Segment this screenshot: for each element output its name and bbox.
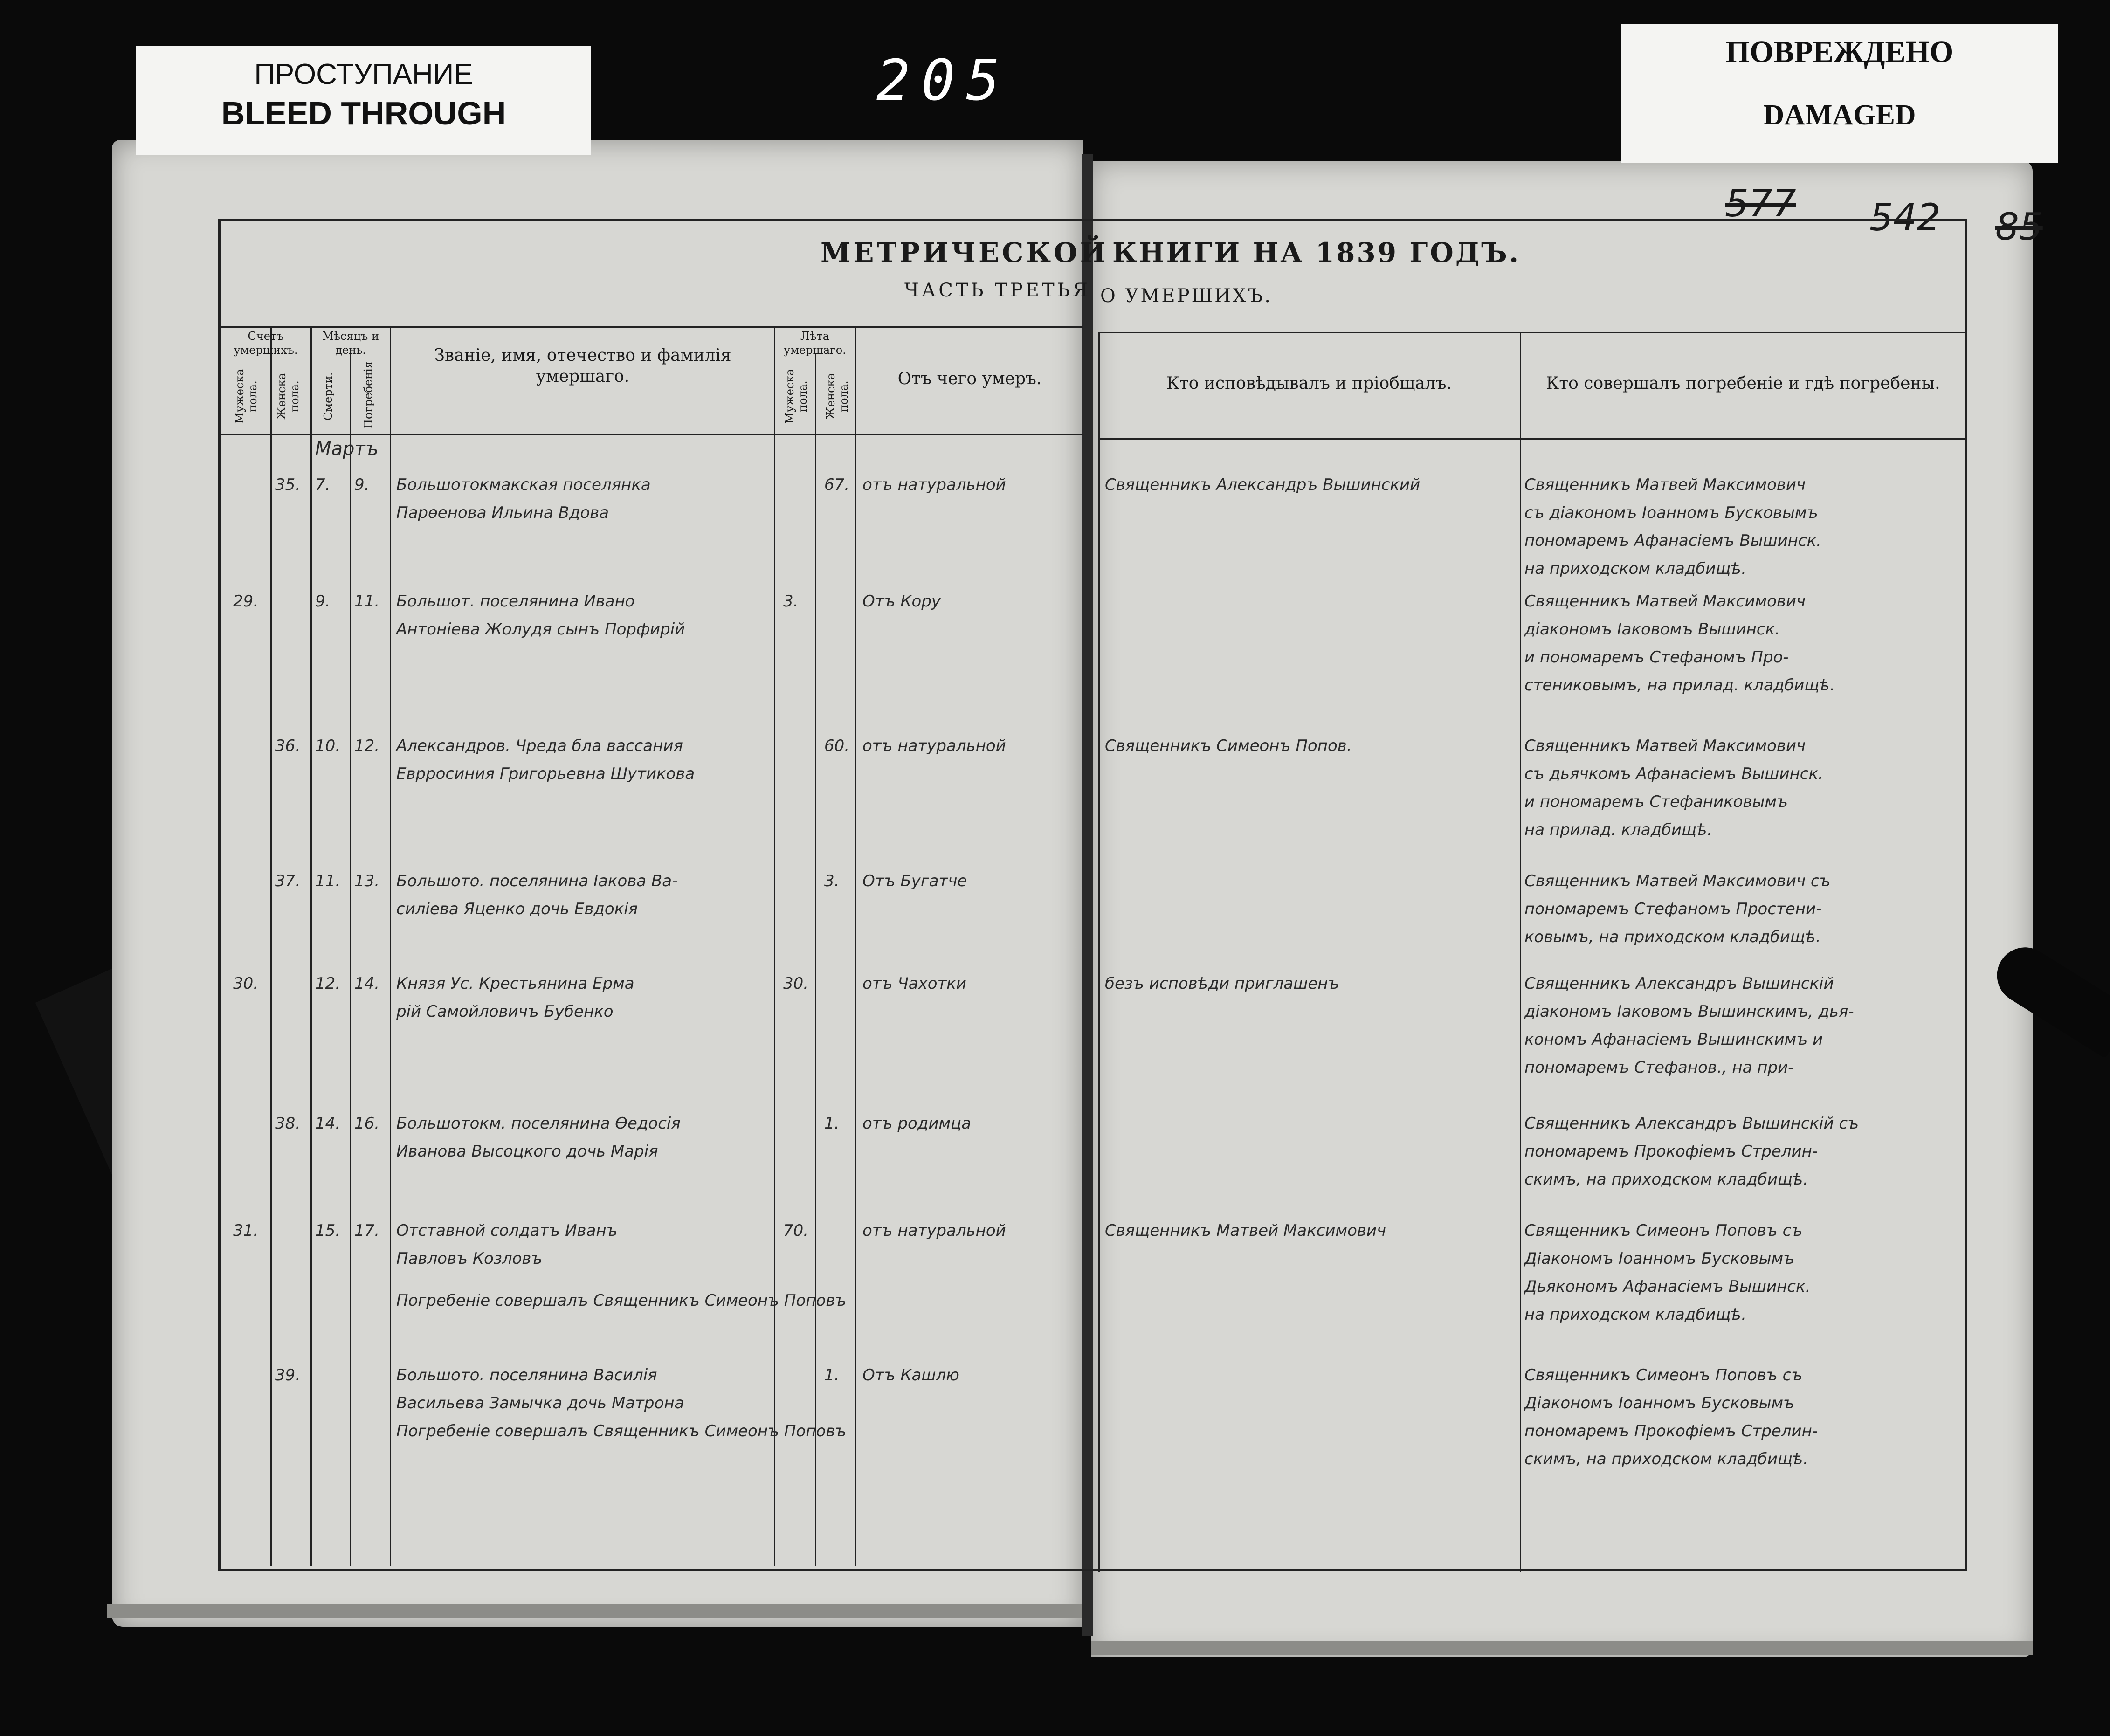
cell-name2: Антоніева Жолудя сынъ Порфирій xyxy=(396,620,685,639)
header-age-m: Мужеска пола. xyxy=(783,369,809,424)
cell-cause: Отъ Кашлю xyxy=(862,1366,959,1385)
cell-cause: отъ натуральной xyxy=(862,475,1006,494)
cell-name1: Отставной солдатъ Иванъ xyxy=(396,1221,618,1240)
cell-f: 37. xyxy=(275,872,301,890)
cell-bur3: ковымъ, на приходском кладбищѣ. xyxy=(1524,928,1821,946)
cell-name1: Большотокм. поселянина Ѳедосія xyxy=(396,1114,681,1133)
cell-m: 31. xyxy=(233,1221,259,1240)
cell-name1: Александров. Чреда бла вассания xyxy=(396,737,683,755)
header-bottom-line-right xyxy=(1098,438,1967,440)
cell-bur1: Священникъ Александръ Вышинскій съ xyxy=(1524,1114,1859,1133)
header-count-m: Мужеска пола. xyxy=(233,369,259,424)
cell-m: 30. xyxy=(233,974,259,993)
header-burial: Погребенія xyxy=(362,361,375,429)
header-top-line-right xyxy=(1098,332,1967,333)
cell-bur4: стениковымъ, на прилад. кладбищѣ. xyxy=(1524,676,1835,695)
cell-cause: отъ натуральной xyxy=(862,1221,1006,1240)
cell-conf: Священникъ Симеонъ Попов. xyxy=(1105,737,1352,755)
cell-af: 1. xyxy=(824,1114,840,1133)
col-sep xyxy=(270,326,272,1566)
folio-current: 542 xyxy=(1869,196,1941,239)
cell-f: 38. xyxy=(275,1114,301,1133)
cell-d: 7. xyxy=(315,475,331,494)
cell-bur4: на прилад. кладбищѣ. xyxy=(1524,820,1712,839)
cell-am: 70. xyxy=(783,1221,809,1240)
month-label: Мартъ xyxy=(315,438,379,460)
col-sep xyxy=(310,326,312,1566)
header-top-line-left xyxy=(218,326,1083,328)
header-cause: Отъ чего умеръ. xyxy=(897,369,1042,388)
cell-m: 29. xyxy=(233,592,259,611)
cell-name2: Павловъ Козловъ xyxy=(396,1249,543,1268)
cell-name2: Васильева Замычка дочь Матрона xyxy=(396,1394,684,1412)
burial-note-row7: Погребеніе совершалъ Священникъ Симеонъ Поповъ xyxy=(396,1291,847,1310)
cell-name1: Большот. поселянина Ивано xyxy=(396,592,635,611)
cell-bur1: Священникъ Матвей Максимович xyxy=(1524,592,1806,611)
cell-conf: безъ исповѣди приглашенъ xyxy=(1105,974,1339,993)
cell-af: 60. xyxy=(824,737,850,755)
cell-bur4: пономаремъ Стефанов., на при- xyxy=(1524,1058,1794,1077)
cell-name1: Большотокмакская поселянка xyxy=(396,475,651,494)
cell-b: 12. xyxy=(354,737,380,755)
cell-d: 11. xyxy=(315,872,341,890)
cell-name2: Парѳенова Ильина Вдова xyxy=(396,503,609,522)
col-sep xyxy=(390,326,391,1566)
cell-bur2: діакономъ Іаковомъ Вышинскимъ, дья- xyxy=(1524,1002,1854,1021)
cell-bur3: и пономаремъ Стефаномъ Про- xyxy=(1524,648,1789,667)
col-sep xyxy=(1098,332,1100,1572)
cell-bur2: съ діакономъ Іоанномъ Бусковымъ xyxy=(1524,503,1818,522)
cell-bur2: пономаремъ Прокофіемъ Стрелин- xyxy=(1524,1142,1818,1161)
cell-bur1: Священникъ Матвей Максимович съ xyxy=(1524,872,1831,890)
col-sep xyxy=(855,326,856,1566)
header-age-f: Женска пола. xyxy=(824,373,850,420)
subtitle-right: О УМЕРШИХЪ. xyxy=(1100,285,1272,307)
header-death: Смерти. xyxy=(322,372,335,420)
col-sep xyxy=(774,326,775,1566)
cell-am: 3. xyxy=(783,592,799,611)
col-sep xyxy=(815,354,816,1566)
header-confessor: Кто исповѣдывалъ и пріобщалъ. xyxy=(1166,374,1452,393)
header-age: Лѣта умершаго. xyxy=(784,330,846,357)
cell-bur3: и пономаремъ Стефаниковымъ xyxy=(1524,792,1788,811)
cell-d: 10. xyxy=(315,737,341,755)
cell-af: 3. xyxy=(824,872,840,890)
cell-bur3: Дьякономъ Афанасіемъ Вышинск. xyxy=(1524,1277,1811,1296)
cell-bur1: Священникъ Матвей Максимович xyxy=(1524,475,1806,494)
cell-cause: отъ родимца xyxy=(862,1114,972,1133)
cell-bur2: съ дьячкомъ Афанасіемъ Вышинск. xyxy=(1524,765,1823,783)
cell-d: 9. xyxy=(315,592,331,611)
folio-crossed: 577 xyxy=(1725,182,1796,225)
header-month: Мѣсяцъ и день. xyxy=(322,330,379,357)
cell-bur4: скимъ, на приходском кладбищѣ. xyxy=(1524,1450,1808,1468)
col-sep xyxy=(350,354,351,1566)
bleed-through-ru: ПРОСТУПАНИЕ xyxy=(254,58,473,90)
cell-b: 16. xyxy=(354,1114,380,1133)
cell-bur1: Священникъ Симеонъ Поповъ съ xyxy=(1524,1221,1803,1240)
cell-cause: Отъ Бугатче xyxy=(862,872,967,890)
cell-b: 11. xyxy=(354,592,380,611)
page-edge-right xyxy=(1091,1641,2033,1655)
cell-af: 67. xyxy=(824,475,850,494)
cell-f: 39. xyxy=(275,1366,301,1385)
cell-name2: Иванова Высоцкого дочь Марія xyxy=(396,1142,658,1161)
header-count: Счетъ умершихъ. xyxy=(234,330,298,357)
cell-d: 12. xyxy=(315,974,341,993)
damaged-label xyxy=(1621,24,2058,163)
bleed-through-label xyxy=(136,46,591,155)
cell-bur3: пономаремъ Прокофіемъ Стрелин- xyxy=(1524,1422,1818,1440)
header-bottom-line-left xyxy=(218,434,1083,435)
cell-name1: Князя Ус. Крестьянина Ерма xyxy=(396,974,634,993)
header-count-f: Женска пола. xyxy=(275,373,301,420)
cell-bur1: Священникъ Симеонъ Поповъ съ xyxy=(1524,1366,1803,1385)
cell-bur3: пономаремъ Афанасіемъ Вышинск. xyxy=(1524,531,1821,550)
cell-bur1: Священникъ Александръ Вышинскій xyxy=(1524,974,1834,993)
cell-name2: рій Самойловичъ Бубенко xyxy=(396,1002,614,1021)
cell-bur2: Діакономъ Іоанномъ Бусковымъ xyxy=(1524,1394,1795,1412)
col-sep xyxy=(1520,332,1521,1572)
cell-name2: силіева Яценко дочь Евдокія xyxy=(396,900,638,918)
title-left: МЕТРИЧЕСКОЙ xyxy=(821,237,1109,269)
cell-d: 14. xyxy=(315,1114,341,1133)
cell-f: 36. xyxy=(275,737,301,755)
header-burier: Кто совершалъ погребеніе и гдѣ погребены. xyxy=(1546,374,1940,393)
bleed-through-en: BLEED THROUGH xyxy=(221,95,506,131)
cell-name1: Большото. поселянина Василія xyxy=(396,1366,657,1385)
cell-am: 30. xyxy=(783,974,809,993)
cell-conf: Священникъ Матвей Максимович xyxy=(1105,1221,1386,1240)
page-edge-left xyxy=(107,1604,1082,1618)
cell-b: 13. xyxy=(354,872,380,890)
folio-corner: 85 xyxy=(1995,205,2043,248)
cell-b: 14. xyxy=(354,974,380,993)
cell-d: 15. xyxy=(315,1221,341,1240)
cell-name1: Большото. поселянина Іакова Ва- xyxy=(396,872,678,890)
cell-f: 35. xyxy=(275,475,301,494)
damaged-en: DAMAGED xyxy=(1763,99,1916,131)
cell-bur4: на приходском кладбищѣ. xyxy=(1524,1305,1747,1324)
burial-note-row8: Погребеніе совершалъ Священникъ Симеонъ Поповъ xyxy=(396,1422,847,1440)
frame-number: 205 xyxy=(876,48,1011,113)
cell-bur2: пономаремъ Стефаномъ Простени- xyxy=(1524,900,1822,918)
cell-bur1: Священникъ Матвей Максимович xyxy=(1524,737,1806,755)
cell-cause: отъ Чахотки xyxy=(862,974,966,993)
cell-b: 17. xyxy=(354,1221,380,1240)
cell-cause: отъ натуральной xyxy=(862,737,1006,755)
cell-cause: Отъ Кору xyxy=(862,592,941,611)
cell-bur2: діакономъ Іаковомъ Вышинск. xyxy=(1524,620,1780,639)
cell-af: 1. xyxy=(824,1366,840,1385)
damaged-ru: ПОВРЕЖДЕНО xyxy=(1725,35,1954,69)
cell-name2: Еврросиния Григорьевна Шутикова xyxy=(396,765,695,783)
cell-bur3: кономъ Афанасіемъ Вышинскимъ и xyxy=(1524,1030,1823,1049)
cell-b: 9. xyxy=(354,475,370,494)
cell-bur3: скимъ, на приходском кладбищѣ. xyxy=(1524,1170,1808,1189)
cell-bur4: на приходском кладбищѣ. xyxy=(1524,559,1747,578)
cell-conf: Священникъ Александръ Вышинский xyxy=(1105,475,1420,494)
header-name: Званіе, имя, отечество и фамилія умершаго. xyxy=(434,346,731,386)
cell-bur2: Діакономъ Іоанномъ Бусковымъ xyxy=(1524,1249,1795,1268)
title-right: КНИГИ НА 1839 ГОДЪ. xyxy=(1112,237,1521,269)
subtitle-left: ЧАСТЬ ТРЕТЬЯ xyxy=(904,280,1090,301)
